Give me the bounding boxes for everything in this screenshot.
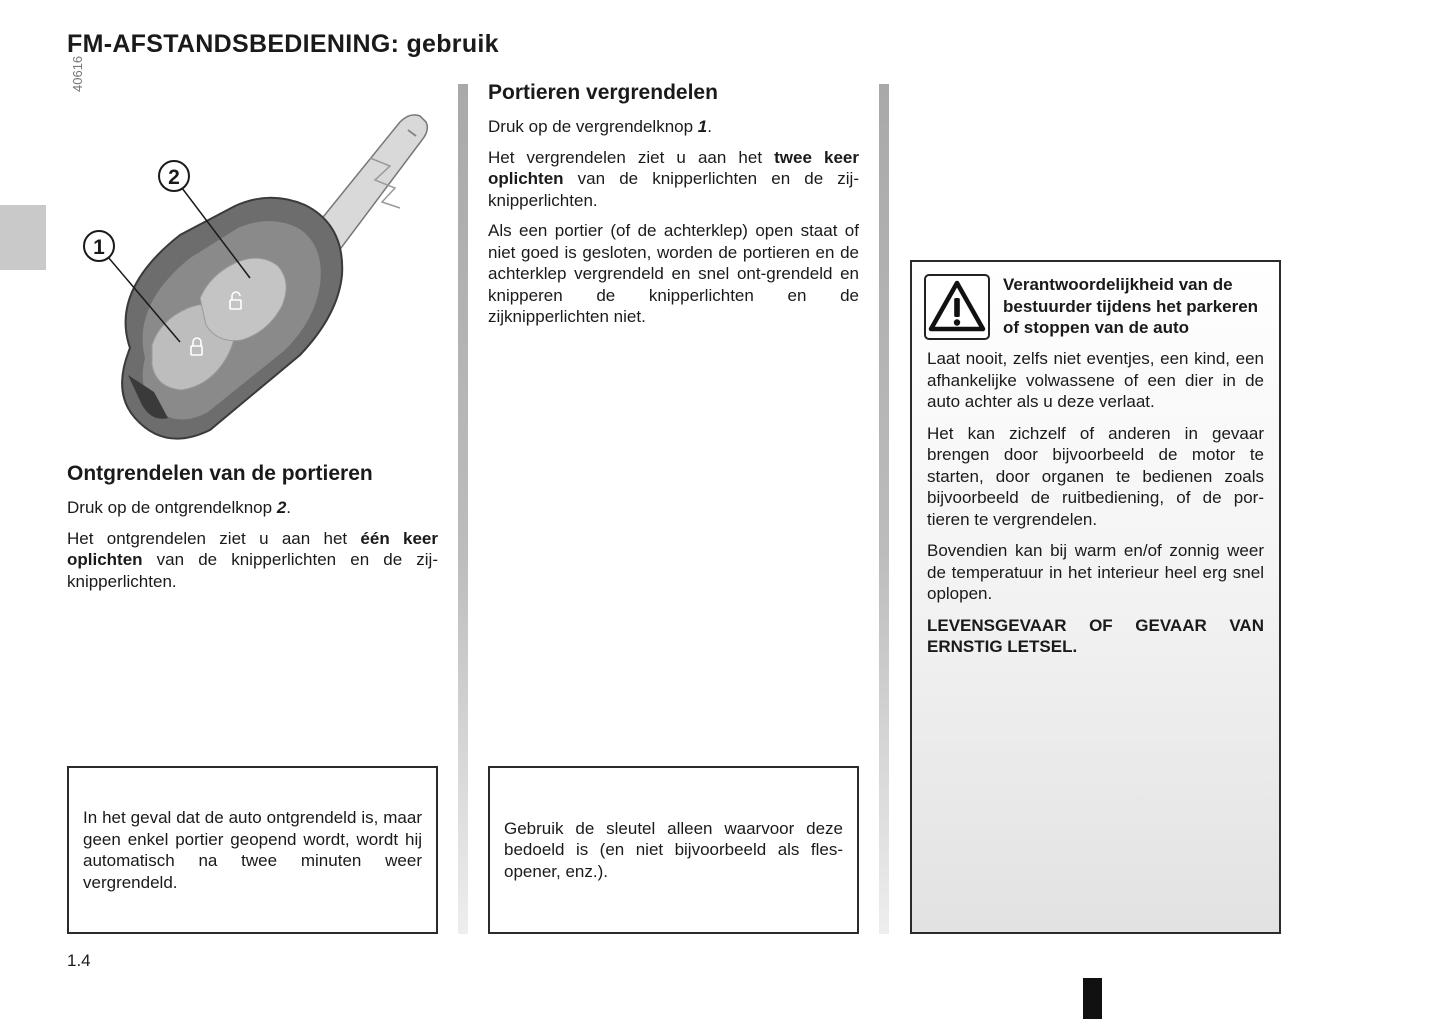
chapter-tab xyxy=(0,205,46,270)
page-number: 1.4 xyxy=(67,951,91,970)
page-edge-marker xyxy=(1083,978,1102,1019)
lock-door-open-text: Als een portier (of de achterklep) open staat of niet goed is gesloten, worden de portieren en de achterklep vergrendeld en snel ont-grendeld en knipperen de knipperlichten en de zijknipperlichten niet. xyxy=(488,221,859,326)
image-code: 40616 xyxy=(70,55,85,92)
driver-responsibility-warning xyxy=(910,260,1281,934)
auto-relock-note xyxy=(67,766,438,934)
unlock-indicator-text: Het ontgrendelen ziet u aan het één keer oplichten van de knipperlichten en de zij-knipperlichten. xyxy=(67,528,438,591)
unlock-heading: Ontgrendelen van de portieren xyxy=(67,462,373,485)
warning-title: Verantwoordelijkheid van de bestuurder tijdens het parkeren of stoppen van de auto xyxy=(1003,275,1259,337)
middle-column xyxy=(488,81,859,337)
warning-paragraph-4: LEVENSGEVAAR OF GEVAAR VAN ERNSTIG LETSEL. xyxy=(927,615,1264,656)
callout-1 xyxy=(84,231,114,261)
key-usage-note-text: Gebruik de sleutel alleen waarvoor deze bedoeld is (en niet bijvoorbeeld als fles-opener, enz.). xyxy=(504,818,843,881)
callout-1-label: 1 xyxy=(93,236,105,259)
left-column xyxy=(67,462,438,601)
lock-heading: Portieren vergrendelen xyxy=(488,81,718,104)
callout-2 xyxy=(159,161,189,191)
warning-paragraph-2: Het kan zichzelf of anderen in gevaar brengen door bijvoorbeeld de motor te starten, door organen te bedienen zoals bijvoorbeeld de ruitbediening, of de por-tieren te vergrendelen. xyxy=(927,423,1264,529)
lock-indicator-text: Het vergrendelen ziet u aan het twee keer oplichten van de knipperlichten en de zij-knipperlichten. xyxy=(488,147,860,210)
unlock-instruction: Druk op de ontgrendelknop 2. xyxy=(67,498,292,517)
key-usage-note xyxy=(488,766,859,934)
lock-instruction: Druk op de vergrendelknop 1. xyxy=(488,117,712,136)
key-fob-illustration xyxy=(70,100,440,450)
page-title: FM-AFSTANDSBEDIENING: gebruik xyxy=(67,30,499,58)
callout-2-label: 2 xyxy=(168,166,180,189)
warning-paragraph-1: Laat nooit, zelfs niet eventjes, een kind, een afhankelijke volwassene of een dier in de auto achter als u deze verlaat. xyxy=(927,349,1264,411)
column-separator-1 xyxy=(458,84,468,934)
warning-paragraph-3: Bovendien kan bij warm en/of zonnig weer de temperatuur in het interieur heel erg snel oplopen. xyxy=(927,541,1264,603)
warning-triangle-icon xyxy=(924,274,990,340)
auto-relock-note-text: In het geval dat de auto ontgrendeld is, maar geen enkel portier geopend wordt, wordt hij automatisch na twee minuten weer vergrendeld. xyxy=(83,808,422,892)
column-separator-2 xyxy=(879,84,889,934)
